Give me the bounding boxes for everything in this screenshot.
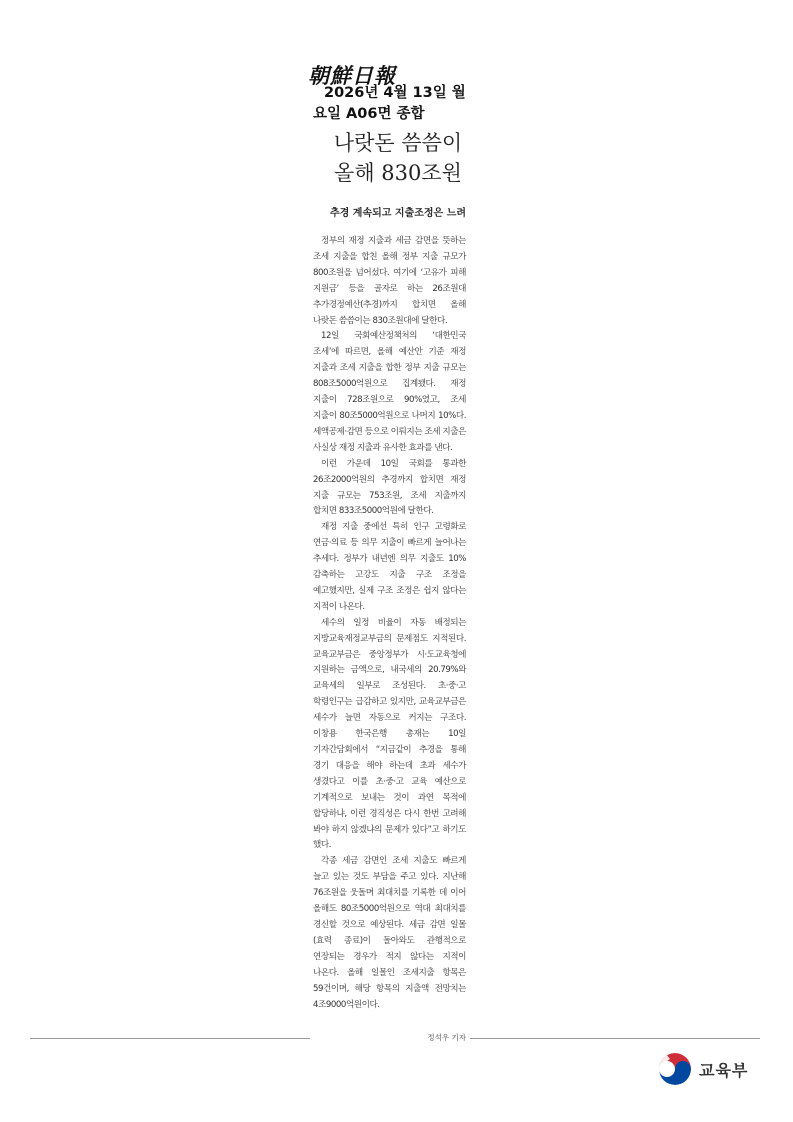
article-paragraph: 정부의 재정 지출과 세금 감면을 뜻하는 조세 지출을 합친 올해 정부 지출 규모가 800조원을 넘어섰다. 여기에 ‘고유가 피해 지원금’ 등을 골자로 하는 26조원대 추가경정예산(추경)까지 합치면 올해 나랏돈 씀씀이는 830조원대에 달한다. bbox=[313, 236, 466, 326]
dateline-page: 요일 A06면 종합 bbox=[313, 106, 425, 122]
article-subhead: 추경 계속되고 지출조정은 느려 bbox=[329, 208, 467, 219]
headline-line-2: 올해 830조원 bbox=[334, 161, 462, 185]
article-headline bbox=[313, 128, 483, 188]
article-paragraph: 각종 세금 감면인 조세 지출도 빠르게 늘고 있는 것도 부담을 주고 있다. 지난해 76조원을 웃돌며 최대치를 기록한 데 이어 올해도 80조5000억원으로 역대 최대치를 경신할 것으로 예상된다. 세금 감면 일몰(효력 종료)이 돌아와도 관행적으로 연장되는 경우가 적지 않다는 지적이 나온다. 올해 일몰인 조세지출 항목은 59건이며, 해당 항목의 지출액 전망치는 4조9000억원이다. bbox=[313, 856, 466, 1010]
headline-line-1: 나랏돈 씀씀이 bbox=[333, 131, 463, 155]
footer-rule-right bbox=[470, 1038, 760, 1039]
article-paragraph: 이런 가운데 10일 국회를 통과한 26조2000억원의 추경까지 합치면 재정 지출 규모는 753조원, 조세 지출까지 합치면 833조5000억원에 달한다. bbox=[313, 458, 466, 517]
article-byline: 정석우 기자 bbox=[427, 1033, 466, 1042]
article-paragraph: 세수의 일정 비율이 자동 배정되는 지방교육재정교부금의 문제점도 지적된다. 교육교부금은 중앙정부가 시·도교육청에 지원하는 금액으로, 내국세의 20.79%와 교육세의 일부로 조성된다. 초·중·고 학령인구는 급감하고 있지만, 교육교부금은 세수가 늘면 자동으로 커지는 구조다. 이창용 한국은행 총재는 10일 기자간담회에서 “지금같이 추경을 통해 경기 대응을 해야 하는데 초과 세수가 생겼다고 이를 초·중·고 교육 예산으로 기계적으로 보내는 것이 과연 목적에 합당하냐, 이런 경직성은 다시 한번 고려해 봐야 하지 않겠냐의 문제가 있다”고 하기도 했다. bbox=[313, 617, 466, 851]
taegeuk-icon bbox=[657, 1051, 693, 1087]
article-body bbox=[313, 234, 466, 1013]
article-paragraph: 12일 국회예산정책처의 ‘대한민국 조세’에 따르면, 올해 예산안 기준 재정 지출과 조세 지출을 합한 정부 지출 규모는 808조5000억원으로 집계됐다. 재정 지출이 728조원으로 90%였고, 조세 지출이 80조5000억원으로 나머지 10%다. 세액공제·감면 등으로 이뤄지는 조세 지출은 사실상 재정 지출과 유사한 효과를 낸다. bbox=[313, 331, 466, 453]
ministry-logo bbox=[657, 1050, 748, 1088]
newspaper-masthead: 朝鮮日報 bbox=[308, 63, 396, 88]
article-paragraph: 재정 지출 중에선 특히 인구 고령화로 연금·의료 등 의무 지출이 빠르게 늘어나는 추세다. 정부가 내년엔 의무 지출도 10% 감축하는 고강도 지출 구조 조정을 예고했지만, 실제 구조 조정은 쉽지 않다는 지적이 나온다. bbox=[313, 522, 466, 612]
footer-rule-left bbox=[30, 1038, 310, 1039]
dateline bbox=[313, 83, 493, 125]
ministry-name: 교육부 bbox=[699, 1060, 749, 1080]
dateline-date: 2026년 4월 13일 월 bbox=[324, 85, 466, 101]
